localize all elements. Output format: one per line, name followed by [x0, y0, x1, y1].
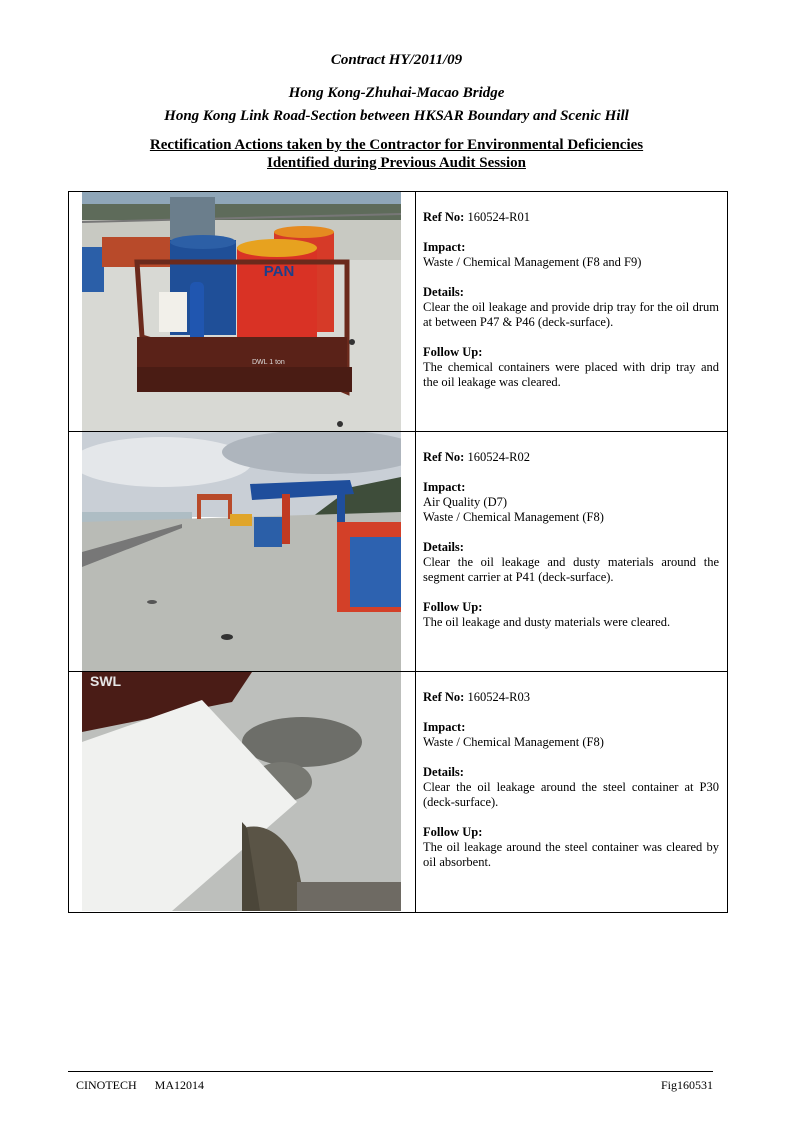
- ref-label: Ref No:: [423, 210, 465, 224]
- footer-figure-number: Fig160531: [660, 1078, 713, 1092]
- followup-label: Follow Up:: [423, 600, 483, 614]
- details-label: Details:: [423, 285, 464, 299]
- ref-value: 160524-R02: [467, 450, 530, 464]
- impact-label: Impact:: [423, 480, 466, 494]
- followup-label: Follow Up:: [423, 345, 483, 359]
- table-row: [69, 672, 727, 912]
- document-title-line2: Identified during Previous Audit Session: [267, 155, 526, 171]
- frame-label-text: DWL 1 ton: [252, 359, 285, 366]
- row-text-r03: [423, 690, 719, 870]
- impact-value: Waste / Chemical Management (F8): [423, 735, 604, 749]
- contract-number: Contract HY/2011/09: [330, 52, 463, 68]
- drum-label-text: PAN: [263, 263, 295, 280]
- impact-label: Impact:: [423, 240, 466, 254]
- impact-value: Waste / Chemical Management (F8): [423, 510, 604, 524]
- site-photo-r02: [82, 432, 401, 671]
- site-photo-r01: [82, 192, 401, 431]
- ref-value: 160524-R01: [467, 210, 530, 224]
- impact-value: Waste / Chemical Management (F8 and F9): [423, 255, 642, 269]
- footer-left: [76, 1078, 222, 1093]
- footer-company: CINOTECH: [76, 1078, 137, 1092]
- site-photo-r03: [82, 672, 401, 911]
- rectification-table: [68, 191, 728, 913]
- details-value: Clear the oil leakage around the steel container at P30 (deck-surface).: [423, 780, 719, 809]
- document-title-line1: Rectification Actions taken by the Contractor for Environmental Deficiencies: [149, 137, 644, 153]
- followup-value: The oil leakage and dusty materials were cleared.: [423, 615, 671, 629]
- project-title-line1: Hong Kong-Zhuhai-Macao Bridge: [288, 85, 505, 101]
- followup-label: Follow Up:: [423, 825, 483, 839]
- table-row: [69, 432, 727, 672]
- ref-label: Ref No:: [423, 690, 465, 704]
- ref-label: Ref No:: [423, 450, 465, 464]
- impact-value: Air Quality (D7): [423, 495, 508, 509]
- followup-value: The chemical containers were placed with drip tray and the oil leakage was cleared.: [423, 360, 719, 389]
- row-text-r02: [423, 450, 719, 630]
- row-text-r01: [423, 210, 719, 390]
- container-label-text: SWL: [90, 673, 122, 689]
- details-value: Clear the oil leakage and provide drip tray for the oil drum at between P47 & P46 (deck-surface).: [423, 300, 719, 329]
- details-label: Details:: [423, 540, 464, 554]
- followup-value: The oil leakage around the steel container was cleared by oil absorbent.: [423, 840, 719, 869]
- ref-value: 160524-R03: [467, 690, 530, 704]
- table-row: [69, 192, 727, 432]
- footer-doc-number: MA12014: [154, 1078, 205, 1092]
- details-value: Clear the oil leakage and dusty materials around the segment carrier at P41 (deck-surface).: [423, 555, 719, 584]
- details-label: Details:: [423, 765, 464, 779]
- impact-label: Impact:: [423, 720, 466, 734]
- project-title-line2: Hong Kong Link Road-Section between HKSAR Boundary and Scenic Hill: [164, 108, 629, 124]
- footer-divider: [68, 1071, 713, 1072]
